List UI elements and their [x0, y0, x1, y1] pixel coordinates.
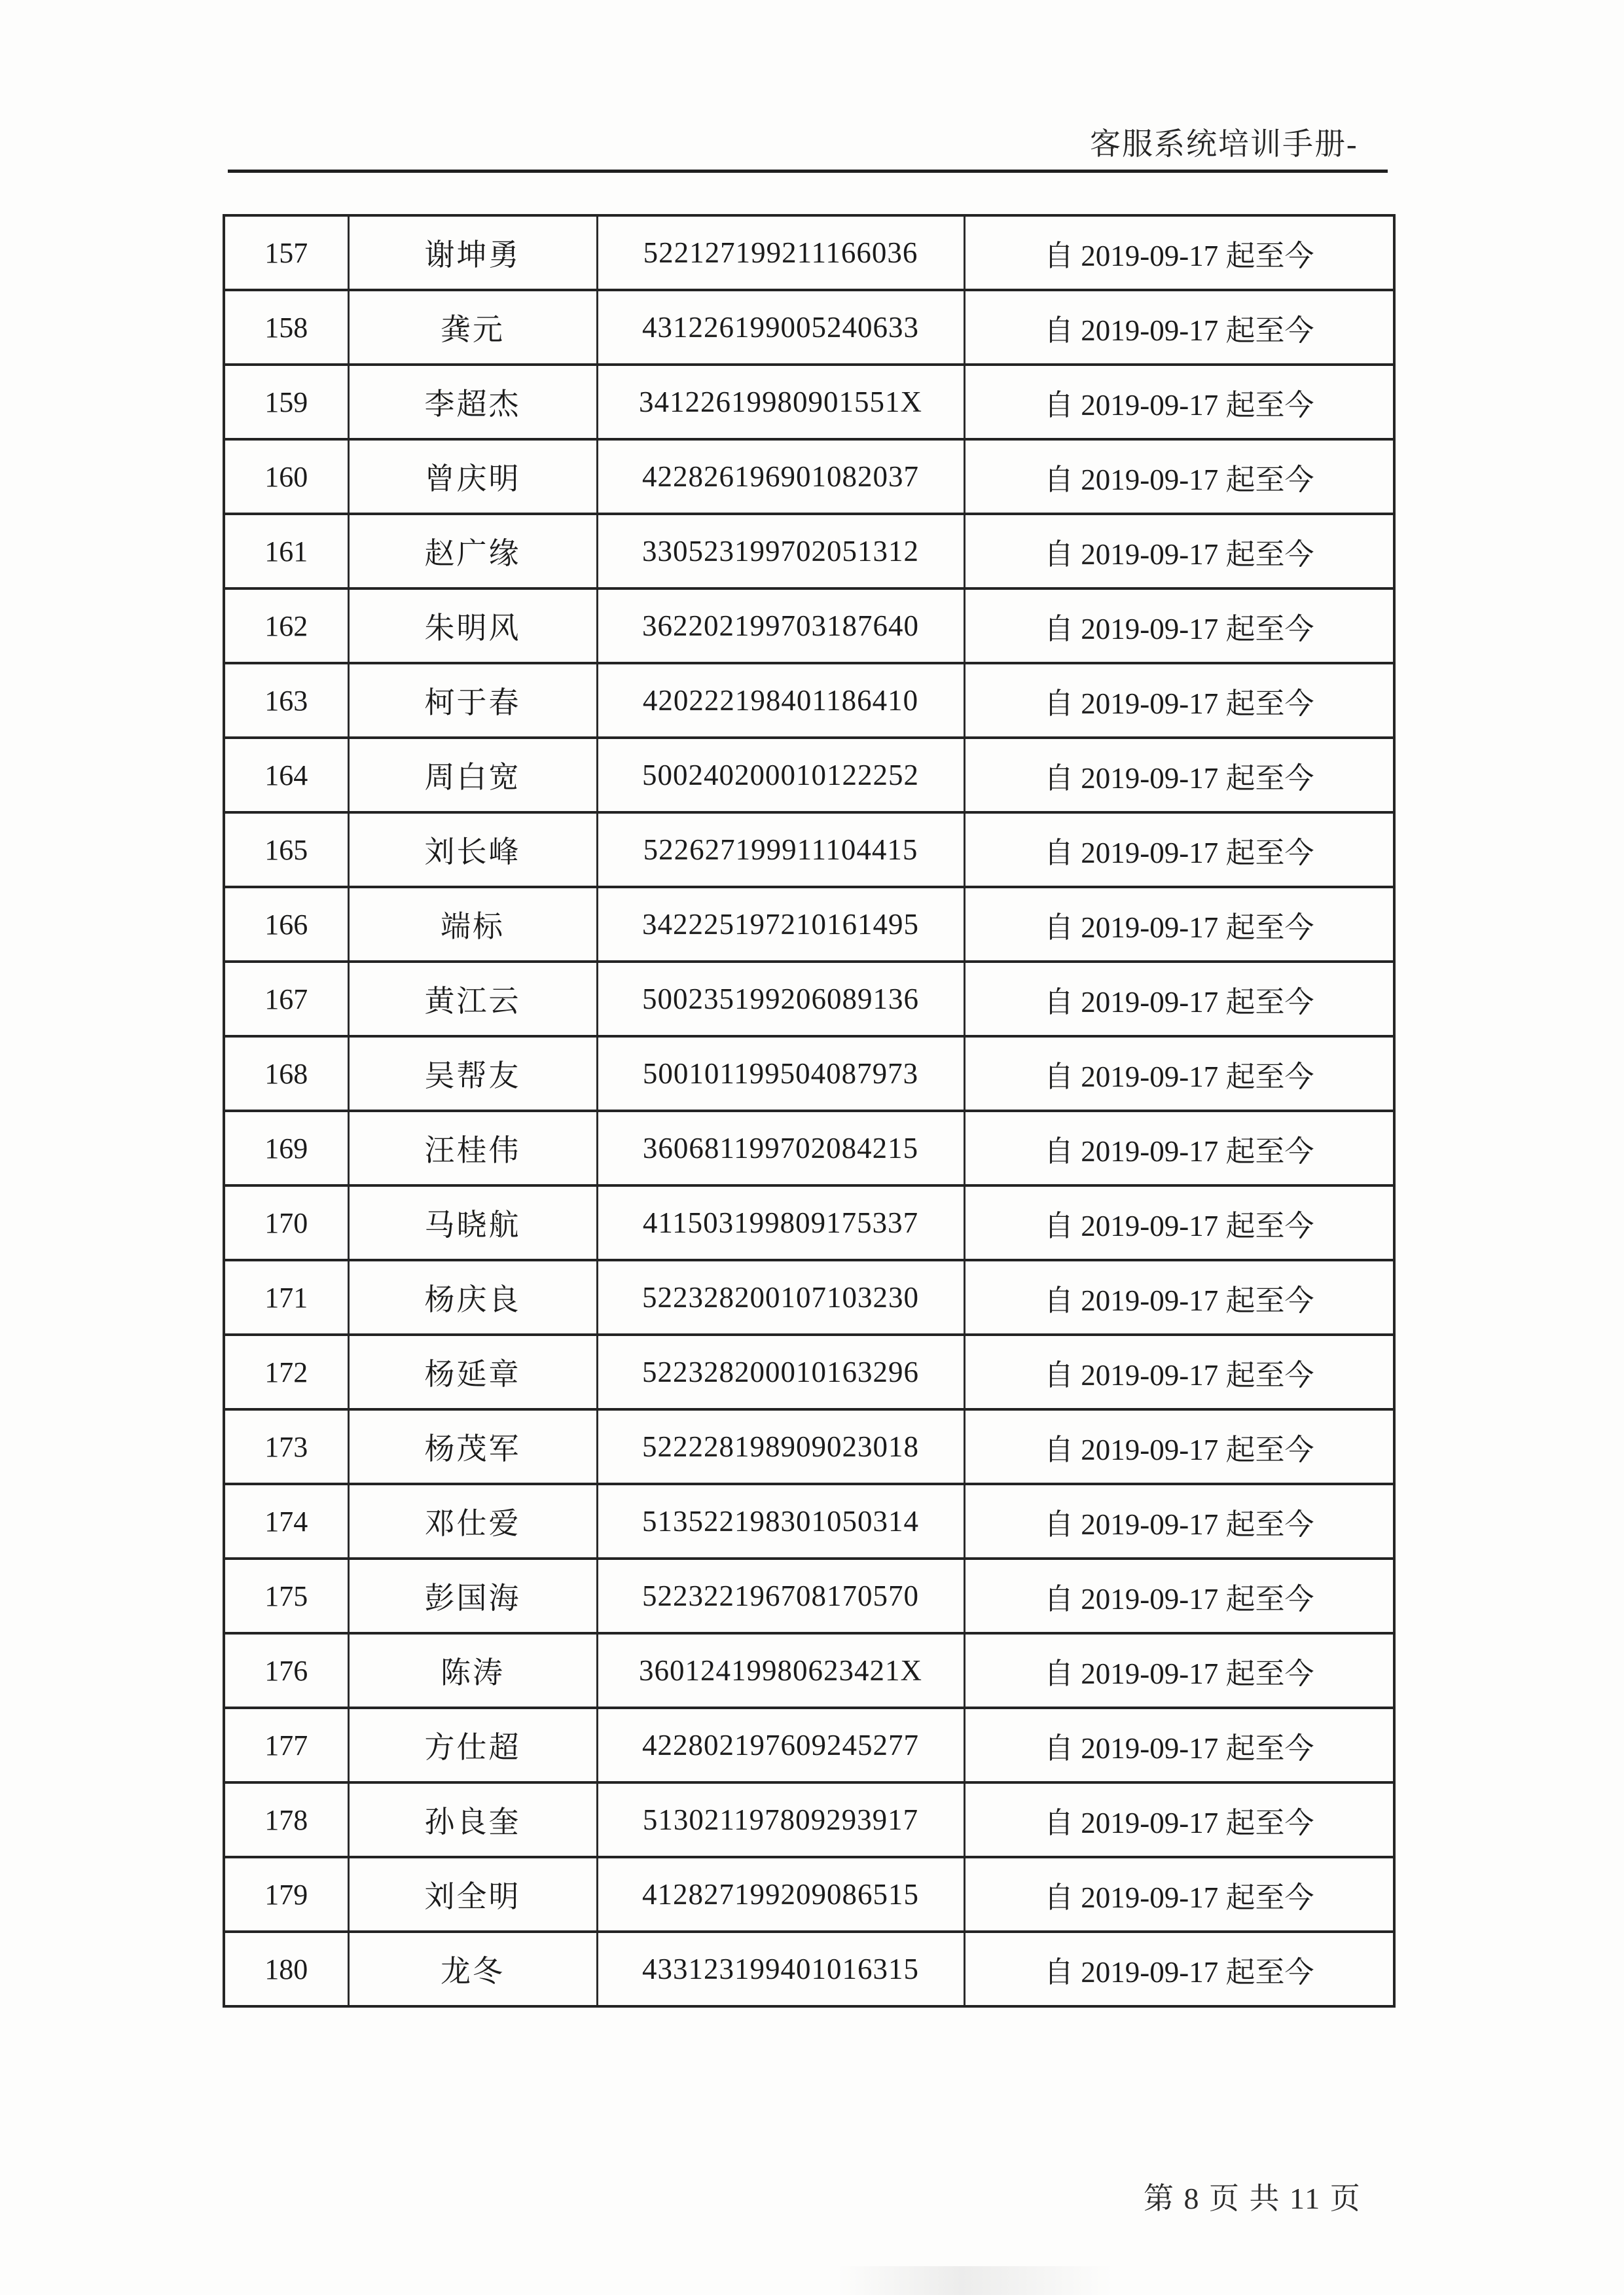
table-row: [224, 1111, 1394, 1185]
row-number-cell: 163: [224, 663, 348, 738]
table-row: [224, 1559, 1394, 1633]
table-row: [224, 439, 1394, 514]
period-cell: 自 2019-09-17 起至今: [964, 1857, 1394, 1932]
table-row: [224, 1484, 1394, 1559]
table-row: [224, 1260, 1394, 1335]
name-cell: 周白宽: [348, 738, 597, 812]
page-number: 第 8 页 共 11 页: [1144, 2182, 1362, 2215]
roster-table-body: [224, 215, 1394, 2006]
id-number-cell: 522627199911104415: [597, 812, 964, 887]
table-row: [224, 1708, 1394, 1782]
row-number-cell: 176: [224, 1633, 348, 1708]
name-cell: 龚元: [348, 290, 597, 365]
row-number-cell: 178: [224, 1782, 348, 1857]
id-number-cell: 422802197609245277: [597, 1708, 964, 1782]
row-number-cell: 175: [224, 1559, 348, 1633]
period-cell: 自 2019-09-17 起至今: [964, 1484, 1394, 1559]
id-number-cell: 342225197210161495: [597, 887, 964, 962]
name-cell: 汪桂伟: [348, 1111, 597, 1185]
period-cell: 自 2019-09-17 起至今: [964, 1932, 1394, 2006]
row-number-cell: 179: [224, 1857, 348, 1932]
id-number-cell: 362202199703187640: [597, 588, 964, 663]
name-cell: 赵广缘: [348, 514, 597, 588]
id-number-cell: 420222198401186410: [597, 663, 964, 738]
name-cell: 端标: [348, 887, 597, 962]
table-row: [224, 663, 1394, 738]
period-cell: 自 2019-09-17 起至今: [964, 290, 1394, 365]
name-cell: 刘全明: [348, 1857, 597, 1932]
row-number-cell: 173: [224, 1409, 348, 1484]
name-cell: 孙良奎: [348, 1782, 597, 1857]
name-cell: 黄江云: [348, 962, 597, 1036]
id-number-cell: 330523199702051312: [597, 514, 964, 588]
name-cell: 龙冬: [348, 1932, 597, 2006]
header-rule: [228, 170, 1388, 173]
name-cell: 杨延章: [348, 1335, 597, 1409]
id-number-cell: 522322196708170570: [597, 1559, 964, 1633]
id-number-cell: 522328200107103230: [597, 1260, 964, 1335]
name-cell: 刘长峰: [348, 812, 597, 887]
row-number-cell: 164: [224, 738, 348, 812]
table-row: [224, 1782, 1394, 1857]
row-number-cell: 172: [224, 1335, 348, 1409]
period-cell: 自 2019-09-17 起至今: [964, 215, 1394, 290]
header-title: 客服系统培训手册-: [1090, 128, 1358, 162]
name-cell: 李超杰: [348, 365, 597, 439]
row-number-cell: 170: [224, 1185, 348, 1260]
id-number-cell: 522127199211166036: [597, 215, 964, 290]
table-row: [224, 365, 1394, 439]
id-number-cell: 34122619980901551X: [597, 365, 964, 439]
table-row: [224, 1857, 1394, 1932]
table-row: [224, 1185, 1394, 1260]
row-number-cell: 161: [224, 514, 348, 588]
id-number-cell: 522228198909023018: [597, 1409, 964, 1484]
period-cell: 自 2019-09-17 起至今: [964, 1782, 1394, 1857]
table-row: [224, 1409, 1394, 1484]
id-number-cell: 500235199206089136: [597, 962, 964, 1036]
name-cell: 马晓航: [348, 1185, 597, 1260]
row-number-cell: 162: [224, 588, 348, 663]
name-cell: 杨茂军: [348, 1409, 597, 1484]
id-number-cell: 513522198301050314: [597, 1484, 964, 1559]
table-row: [224, 588, 1394, 663]
table-row: [224, 962, 1394, 1036]
period-cell: 自 2019-09-17 起至今: [964, 812, 1394, 887]
name-cell: 吴帮友: [348, 1036, 597, 1111]
row-number-cell: 158: [224, 290, 348, 365]
row-number-cell: 180: [224, 1932, 348, 2006]
row-number-cell: 157: [224, 215, 348, 290]
row-number-cell: 177: [224, 1708, 348, 1782]
id-number-cell: 36012419980623421X: [597, 1633, 964, 1708]
period-cell: 自 2019-09-17 起至今: [964, 439, 1394, 514]
scan-noise-artifact: [838, 2266, 1113, 2295]
id-number-cell: 411503199809175337: [597, 1185, 964, 1260]
table-row: [224, 812, 1394, 887]
id-number-cell: 360681199702084215: [597, 1111, 964, 1185]
row-number-cell: 169: [224, 1111, 348, 1185]
period-cell: 自 2019-09-17 起至今: [964, 1111, 1394, 1185]
name-cell: 方仕超: [348, 1708, 597, 1782]
period-cell: 自 2019-09-17 起至今: [964, 1633, 1394, 1708]
period-cell: 自 2019-09-17 起至今: [964, 887, 1394, 962]
table-row: [224, 1036, 1394, 1111]
row-number-cell: 168: [224, 1036, 348, 1111]
id-number-cell: 500240200010122252: [597, 738, 964, 812]
period-cell: 自 2019-09-17 起至今: [964, 1409, 1394, 1484]
table-row: [224, 1633, 1394, 1708]
name-cell: 邓仕爱: [348, 1484, 597, 1559]
period-cell: 自 2019-09-17 起至今: [964, 514, 1394, 588]
id-number-cell: 433123199401016315: [597, 1932, 964, 2006]
row-number-cell: 165: [224, 812, 348, 887]
period-cell: 自 2019-09-17 起至今: [964, 588, 1394, 663]
period-cell: 自 2019-09-17 起至今: [964, 1260, 1394, 1335]
row-number-cell: 174: [224, 1484, 348, 1559]
name-cell: 杨庆良: [348, 1260, 597, 1335]
table-row: [224, 738, 1394, 812]
row-number-cell: 159: [224, 365, 348, 439]
name-cell: 柯于春: [348, 663, 597, 738]
period-cell: 自 2019-09-17 起至今: [964, 1335, 1394, 1409]
row-number-cell: 171: [224, 1260, 348, 1335]
period-cell: 自 2019-09-17 起至今: [964, 1559, 1394, 1633]
id-number-cell: 513021197809293917: [597, 1782, 964, 1857]
row-number-cell: 167: [224, 962, 348, 1036]
id-number-cell: 422826196901082037: [597, 439, 964, 514]
row-number-cell: 166: [224, 887, 348, 962]
id-number-cell: 412827199209086515: [597, 1857, 964, 1932]
period-cell: 自 2019-09-17 起至今: [964, 1708, 1394, 1782]
table-row: [224, 514, 1394, 588]
table-row: [224, 1932, 1394, 2006]
row-number-cell: 160: [224, 439, 348, 514]
id-number-cell: 431226199005240633: [597, 290, 964, 365]
period-cell: 自 2019-09-17 起至今: [964, 1185, 1394, 1260]
table-row: [224, 215, 1394, 290]
name-cell: 彭国海: [348, 1559, 597, 1633]
name-cell: 陈涛: [348, 1633, 597, 1708]
period-cell: 自 2019-09-17 起至今: [964, 1036, 1394, 1111]
name-cell: 谢坤勇: [348, 215, 597, 290]
table-row: [224, 290, 1394, 365]
id-number-cell: 522328200010163296: [597, 1335, 964, 1409]
period-cell: 自 2019-09-17 起至今: [964, 365, 1394, 439]
period-cell: 自 2019-09-17 起至今: [964, 962, 1394, 1036]
name-cell: 曾庆明: [348, 439, 597, 514]
table-row: [224, 1335, 1394, 1409]
name-cell: 朱明风: [348, 588, 597, 663]
period-cell: 自 2019-09-17 起至今: [964, 663, 1394, 738]
roster-table: [223, 214, 1396, 2008]
table-row: [224, 887, 1394, 962]
period-cell: 自 2019-09-17 起至今: [964, 738, 1394, 812]
id-number-cell: 500101199504087973: [597, 1036, 964, 1111]
